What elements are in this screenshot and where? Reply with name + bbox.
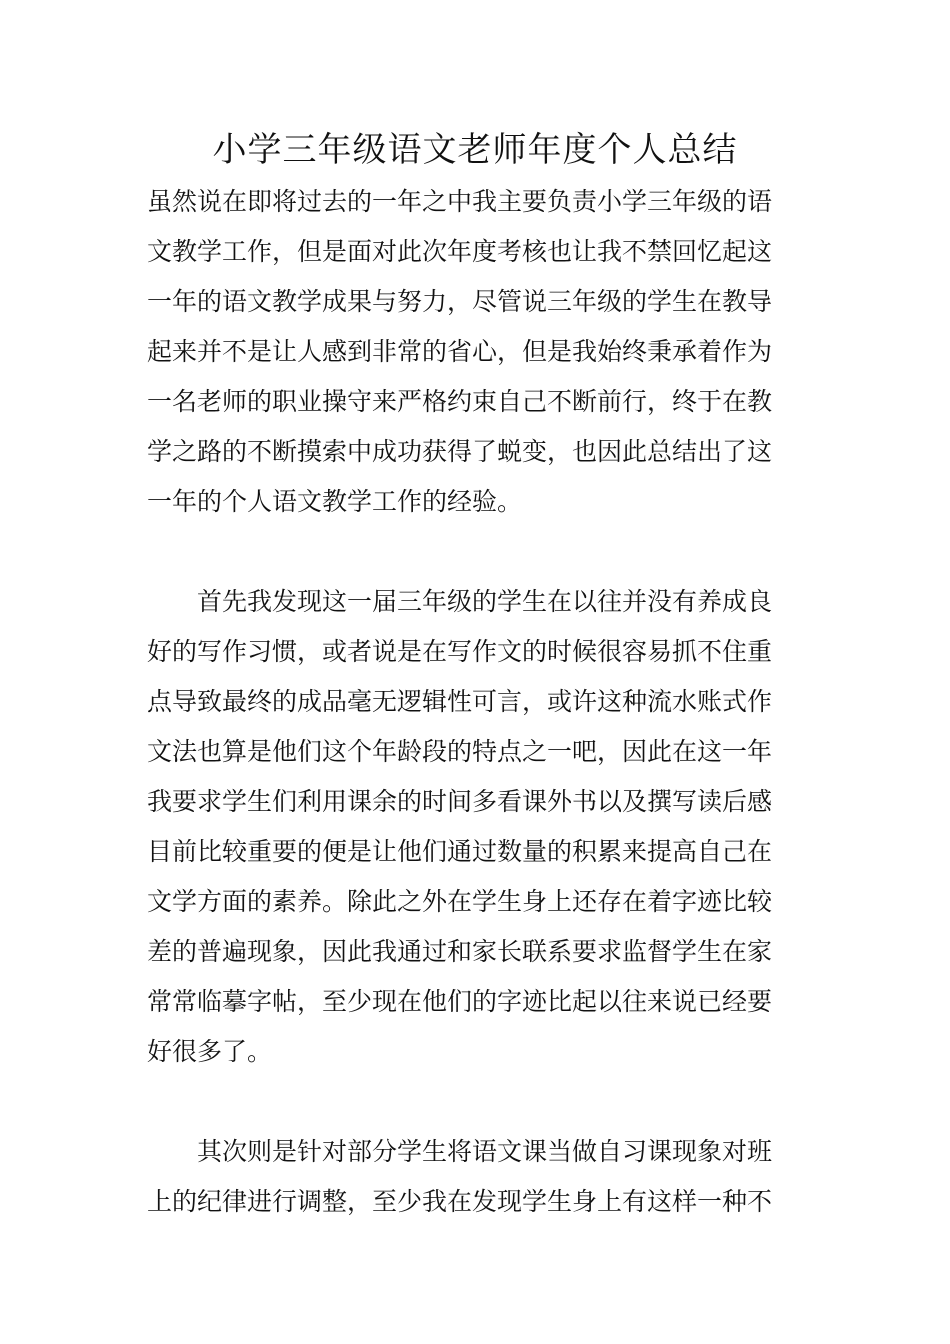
text-line: 上的纪律进行调整，至少我在发现学生身上有这样一种不 xyxy=(147,1187,773,1216)
text-line: 学之路的不断摸索中成功获得了蜕变，也因此总结出了这 xyxy=(147,437,773,466)
text-line: 虽然说在即将过去的一年之中我主要负责小学三年级的语 xyxy=(147,187,773,216)
text-line: 起来并不是让人感到非常的省心，但是我始终秉承着作为 xyxy=(147,337,773,366)
text-line: 好的写作习惯，或者说是在写作文的时候很容易抓不住重 xyxy=(147,637,773,666)
paragraph-1 xyxy=(147,177,807,527)
document-title: 小学三年级语文老师年度个人总结 xyxy=(212,130,738,170)
text-line: 首先我发现这一届三年级的学生在以往并没有养成良 xyxy=(147,587,773,616)
text-line: 其次则是针对部分学生将语文课当做自习课现象对班 xyxy=(147,1137,773,1166)
text-line: 一年的语文教学成果与努力，尽管说三年级的学生在教导 xyxy=(147,287,773,316)
text-line: 差的普遍现象，因此我通过和家长联系要求监督学生在家 xyxy=(147,937,773,966)
paragraph-2 xyxy=(147,577,807,1127)
text-line xyxy=(147,1077,807,1127)
text-line: 文学方面的素养。除此之外在学生身上还存在着字迹比较 xyxy=(147,887,773,916)
text-line: 一年的个人语文教学工作的经验。 xyxy=(147,487,523,516)
text-line: 常常临摹字帖，至少现在他们的字迹比起以往来说已经要 xyxy=(147,987,773,1016)
text-line: 目前比较重要的便是让他们通过数量的积累来提高自己在 xyxy=(147,837,773,866)
text-line: 文教学工作，但是面对此次年度考核也让我不禁回忆起这 xyxy=(147,237,773,266)
text-line: 一名老师的职业操守来严格约束自己不断前行，终于在教 xyxy=(147,387,773,416)
text-line: 我要求学生们利用课余的时间多看课外书以及撰写读后感 xyxy=(147,787,773,816)
paragraph-3 xyxy=(147,1127,807,1227)
text-line: 好很多了。 xyxy=(147,1037,273,1066)
text-line: 文法也算是他们这个年龄段的特点之一吧，因此在这一年 xyxy=(147,737,773,766)
text-line: 点导致最终的成品毫无逻辑性可言，或许这种流水账式作 xyxy=(147,687,773,716)
